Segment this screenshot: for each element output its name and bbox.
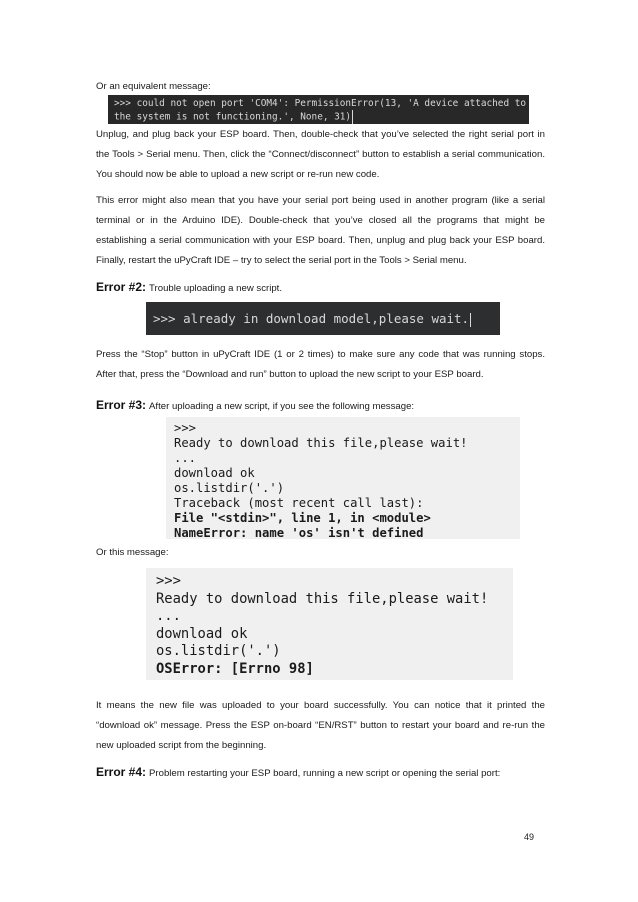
error-4-label: Error #4: [96, 765, 147, 779]
paragraph-unplug: Unplug, and plug back your ESP board. Then, double-check that you’ve selected the right serial port in the Tools > Serial menu. Then, click the “Connect/disconnect” button to establish a serial communication. You should now be able to upload a new script or re-run new code. [96, 129, 545, 180]
error-2-heading [96, 280, 282, 296]
code-line: NameError: name 'os' isn't defined [174, 526, 424, 540]
error-2-label: Error #2: [96, 280, 147, 294]
terminal-screenshot-download-wait [146, 302, 500, 335]
error-4-heading [96, 765, 500, 781]
or-this-text: Or this message: [96, 547, 169, 558]
paragraph-port-busy: This error might also mean that you have your serial port being used in another program (like a serial terminal or in the Arduino IDE). Double-check that you’ve closed all the programs that might be establishing a serial communication with your ESP board. Then, unplug and plug back your ESP board. Finally, restart the uPyCraft IDE – try to select the serial port in the Tools > Serial menu. [96, 195, 545, 266]
code-line: ... [174, 451, 197, 465]
code-line: os.listdir('.') [156, 643, 281, 659]
paragraph-stop-button: Press the “Stop” button in uPyCraft IDE (1 or 2 times) to make sure any code that was running stops. After that, press the “Download and run” button to upload the new script to your ESP board. [96, 349, 545, 380]
terminal-screenshot-port-error [108, 95, 529, 124]
code-line: >>> [174, 421, 197, 435]
terminal-line: >>> already in download model,please wait. [153, 311, 470, 326]
code-screenshot-name-error [166, 417, 520, 539]
page-number: 49 [524, 832, 535, 842]
paragraph-upload-success: It means the new file was uploaded to your board successfully. You can notice that it printed the “download ok” message. Press the ESP on-board “EN/RST” button to restart your board and re-run the new uploaded script from the beginning. [96, 700, 545, 751]
code-line: os.listdir('.') [174, 481, 285, 495]
error-2-text: Trouble uploading a new script. [149, 283, 282, 294]
code-line: download ok [174, 466, 255, 480]
code-screenshot-oserror [146, 568, 513, 680]
text-cursor-icon [470, 313, 471, 327]
code-line: File "<stdin>", line 1, in <module> [174, 511, 431, 525]
code-line: Traceback (most recent call last): [174, 496, 424, 510]
code-line: OSError: [Errno 98] [156, 660, 314, 677]
code-line: Ready to download this file,please wait! [156, 590, 489, 607]
error-3-heading [96, 398, 414, 414]
code-line: ... [156, 608, 181, 624]
error-3-text: After uploading a new script, if you see the following message: [149, 401, 415, 412]
code-line: download ok [156, 625, 248, 642]
error-3-label: Error #3: [96, 398, 147, 412]
terminal-line: >>> could not open port 'COM4': PermissionError(13, 'A device attached to [114, 98, 527, 109]
text-cursor-icon [352, 110, 353, 124]
error-4-text: Problem restarting your ESP board, running a new script or opening the serial port: [149, 768, 501, 779]
code-line: Ready to download this file,please wait! [174, 436, 468, 450]
intro-text: Or an equivalent message: [96, 81, 211, 92]
code-line: >>> [156, 573, 181, 589]
terminal-line: the system is not functioning.', None, 31) [114, 111, 352, 123]
